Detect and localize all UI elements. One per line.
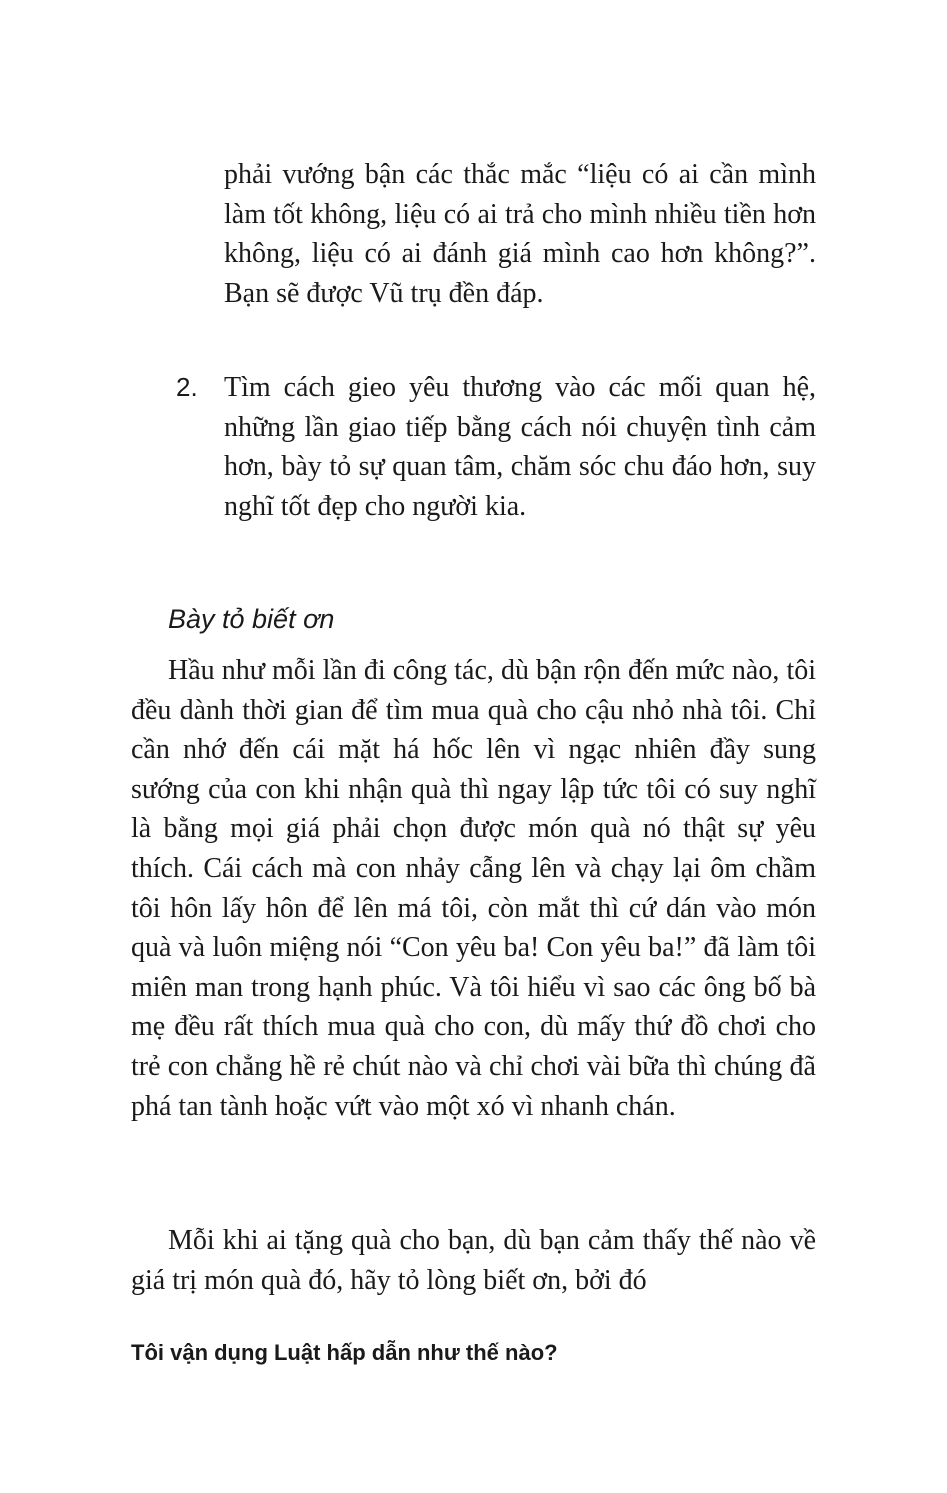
list-item-continuation: phải vướng bận các thắc mắc “liệu có ai cần mình làm tốt không, liệu có ai trả cho mình nhiều tiền hơn không, liệu có ai đánh giá mình cao hơn không?”. Bạn sẽ được Vũ trụ đền đáp.	[224, 159, 816, 309]
body-paragraph-2: Mỗi khi ai tặng quà cho bạn, dù bạn cảm thấy thế nào về giá trị món quà đó, hãy tỏ lòng biết ơn, bởi đó	[131, 1225, 816, 1296]
running-footer-title: Tôi vận dụng Luật hấp dẫn như thế nào?	[131, 1340, 558, 1365]
list-item-number: 2.	[176, 372, 198, 402]
body-paragraph-1: Hầu như mỗi lần đi công tác, dù bận rộn đến mức nào, tôi đều dành thời gian để tìm mua quà cho cậu nhỏ nhà tôi. Chỉ cần nhớ đến cái mặt há hốc lên vì ngạc nhiên đầy sung sướng của con khi nhận quà thì ngay lập tức tôi có suy nghĩ là bằng mọi giá phải chọn được món quà nó thật sự yêu thích. Cái cách mà con nhảy cẫng lên và chạy lại ôm chầm tôi hôn lấy hôn để lên má tôi, còn mắt thì cứ dán vào món quà và luôn miệng nói “Con yêu ba! Con yêu ba!” đã làm tôi miên man trong hạnh phúc. Và tôi hiểu vì sao các ông bố bà mẹ đều rất thích mua quà cho con, dù mấy thứ đồ chơi cho trẻ con chẳng hề rẻ chút nào và chỉ chơi vài bữa thì chúng đã phá tan tành hoặc vứt vào một xó vì nhanh chán.	[131, 655, 816, 1122]
section-heading: Bày tỏ biết ơn	[168, 604, 335, 634]
list-item-2-text: Tìm cách gieo yêu thương vào các mối quan hệ, những lần giao tiếp bằng cách nói chuyện tình cảm hơn, bày tỏ sự quan tâm, chăm sóc chu đáo hơn, suy nghĩ tốt đẹp cho người kia.	[224, 372, 816, 522]
